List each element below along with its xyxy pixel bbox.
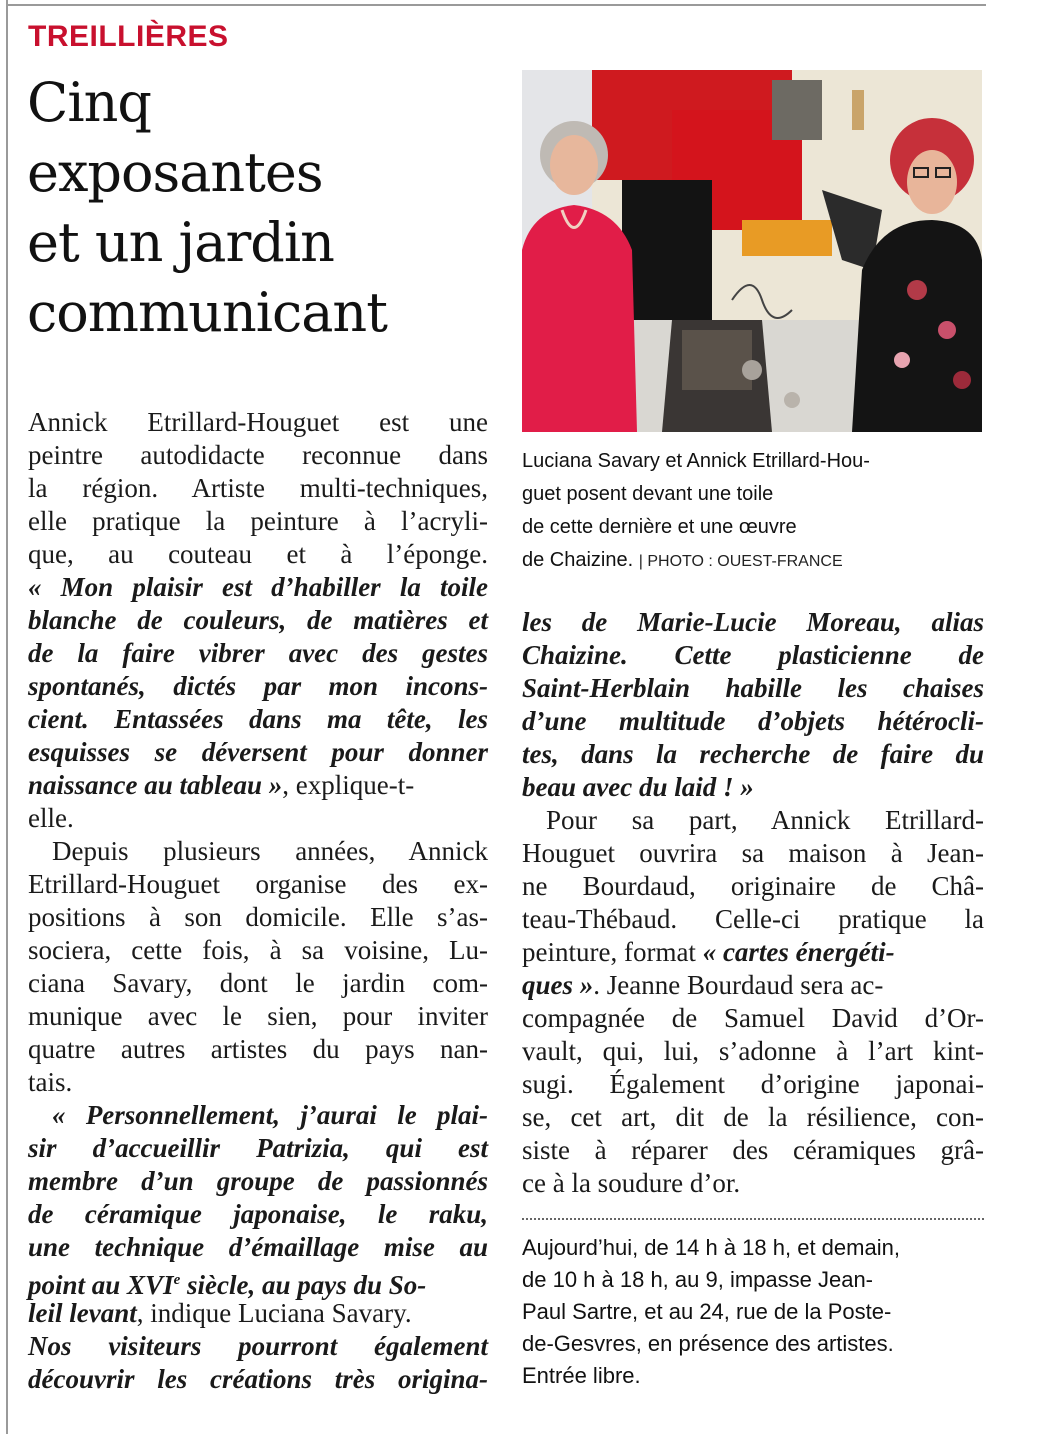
quote-text: siècle, au pays du So- bbox=[186, 1270, 427, 1300]
body-line: siste à réparer des céramiques grâ- bbox=[522, 1135, 984, 1165]
body-line: vault, qui, lui, s’adonne à l’art kint- bbox=[522, 1036, 984, 1066]
body-line: ce à la soudure d’or. bbox=[522, 1168, 741, 1198]
body-line: se, cet art, dit de la résilience, con- bbox=[522, 1102, 984, 1132]
quote-line: Nos visiteurs pourront également bbox=[28, 1331, 488, 1361]
quote-line: d’une multitude d’objets hétérocli- bbox=[522, 706, 984, 736]
body-text: , explique-t- bbox=[282, 770, 415, 800]
body-line: elle pratique la peinture à l’acryli- bbox=[28, 506, 488, 536]
article-column-1 bbox=[28, 406, 488, 1396]
practical-info bbox=[522, 1232, 984, 1392]
headline-line: communicant bbox=[27, 281, 387, 344]
body-line: ne Bourdaud, originaire de Châ- bbox=[522, 871, 984, 901]
headline-line: et un jardin bbox=[27, 211, 334, 274]
article-column-2 bbox=[522, 606, 984, 1200]
quote-line: Chaizine. Cette plasticienne de bbox=[522, 640, 984, 670]
info-line: Paul Sartre, et au 24, rue de la Poste- bbox=[522, 1299, 892, 1324]
quote-line: cient. Entassées dans ma tête, les bbox=[28, 704, 488, 734]
quote-line: esquisses se déversent pour donner bbox=[28, 737, 488, 767]
quote-line: membre d’un groupe de passionnés bbox=[28, 1166, 488, 1196]
body-line: peintre autodidacte reconnue dans bbox=[28, 440, 488, 470]
headline-line: exposantes bbox=[27, 141, 323, 204]
dotted-separator bbox=[522, 1218, 984, 1220]
page-border-top bbox=[6, 4, 986, 6]
body-line: Houguet ouvrira sa maison à Jean- bbox=[522, 838, 984, 868]
quote-line: de la faire vibrer avec des gestes bbox=[28, 638, 488, 668]
body-line: sugi. Également d’origine japonai- bbox=[522, 1069, 984, 1099]
superscript: e bbox=[173, 1272, 181, 1288]
quote-line: de céramique japonaise, le raku, bbox=[28, 1199, 488, 1229]
info-line: de-Gesvres, en présence des artistes. bbox=[522, 1331, 894, 1356]
quote-line: les de Marie-Lucie Moreau, alias bbox=[522, 607, 984, 637]
body-line: sociera, cette fois, à sa voisine, Lu- bbox=[28, 935, 488, 965]
quote-line: découvrir les créations très origina- bbox=[28, 1364, 488, 1394]
quote-line: blanche de couleurs, de matières et bbox=[28, 605, 488, 635]
quote-text: leil levant bbox=[28, 1298, 137, 1328]
body-line: Annick Etrillard-Houguet est une bbox=[28, 407, 488, 437]
body-line: ciana Savary, dont le jardin com- bbox=[28, 968, 488, 998]
body-line: elle. bbox=[28, 803, 74, 833]
body-text: . Jeanne Bourdaud sera ac- bbox=[593, 970, 884, 1000]
body-line: compagnée de Samuel David d’Or- bbox=[522, 1003, 984, 1033]
body-line: quatre autres artistes du pays nan- bbox=[28, 1034, 488, 1064]
quote-line: une technique d’émaillage mise au bbox=[28, 1232, 488, 1262]
quote-line: Saint-Herblain habille les chaises bbox=[522, 673, 984, 703]
caption-line: de cette dernière et une œuvre bbox=[522, 516, 797, 538]
body-line: Pour sa part, Annick Etrillard- bbox=[546, 805, 984, 835]
info-line: Entrée libre. bbox=[522, 1363, 641, 1388]
quote-line: beau avec du laid ! » bbox=[522, 772, 754, 802]
caption-line: de Chaizine. bbox=[522, 549, 634, 571]
headline-line: Cinq bbox=[27, 71, 151, 134]
quote-line: tes, dans la recherche de faire du bbox=[522, 739, 984, 769]
page-border-left bbox=[6, 0, 8, 1434]
body-line: teau-Thébaud. Celle-ci pratique la bbox=[522, 904, 984, 934]
section-kicker: TREILLIÈRES bbox=[28, 20, 229, 53]
photo-credit: | PHOTO : OUEST-FRANCE bbox=[638, 553, 843, 570]
info-line: de 10 h à 18 h, au 9, impasse Jean- bbox=[522, 1267, 874, 1292]
body-line: la région. Artiste multi-techniques, bbox=[28, 473, 488, 503]
body-line: Etrillard-Houguet organise des ex- bbox=[28, 869, 488, 899]
body-line: positions à son domicile. Elle s’as- bbox=[28, 902, 488, 932]
body-text: , indique Luciana Savary. bbox=[136, 1298, 412, 1328]
body-line: tais. bbox=[28, 1067, 73, 1097]
quote-line: naissance au tableau » bbox=[28, 770, 283, 800]
photo-illustration bbox=[522, 70, 982, 432]
quote-text: « cartes énergéti- bbox=[702, 937, 895, 967]
body-line: Depuis plusieurs années, Annick bbox=[52, 836, 488, 866]
body-line: que, au couteau et à l’éponge. bbox=[28, 539, 488, 569]
article-headline bbox=[27, 68, 507, 348]
info-line: Aujourd’hui, de 14 h à 18 h, et demain, bbox=[522, 1235, 900, 1260]
photo-caption bbox=[522, 445, 982, 578]
quote-line: spontanés, dictés par mon incons- bbox=[28, 671, 488, 701]
caption-line: guet posent devant une toile bbox=[522, 483, 774, 505]
article-photo bbox=[522, 70, 982, 432]
quote-line: sir d’accueillir Patrizia, qui est bbox=[28, 1133, 488, 1163]
body-line: munique avec le sien, pour inviter bbox=[28, 1001, 488, 1031]
body-text: peinture, format bbox=[522, 937, 703, 967]
quote-text: point au XVI bbox=[28, 1270, 174, 1300]
quote-line: « Mon plaisir est d’habiller la toile bbox=[28, 572, 488, 602]
quote-line: « Personnellement, j’aurai le plai- bbox=[52, 1100, 488, 1130]
caption-line: Luciana Savary et Annick Etrillard-Hou- bbox=[522, 450, 870, 472]
quote-text: ques » bbox=[522, 970, 594, 1000]
